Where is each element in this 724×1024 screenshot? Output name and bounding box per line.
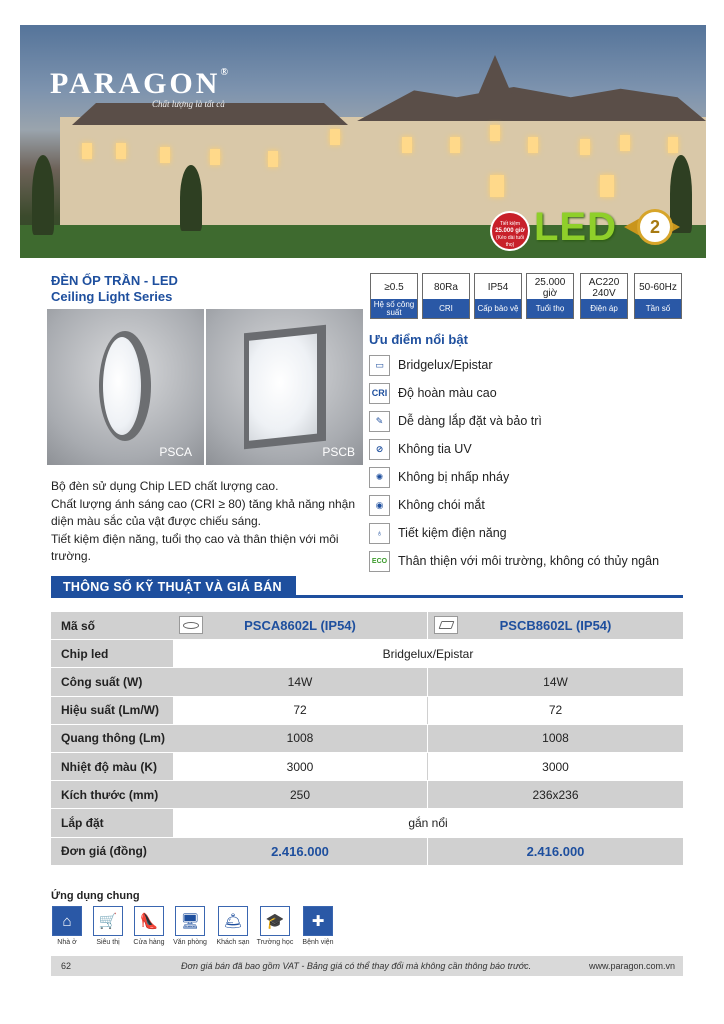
application-shop bbox=[133, 906, 165, 946]
spec-frequency bbox=[634, 273, 682, 319]
price-pscb: 2.416.000 bbox=[526, 843, 585, 859]
application-label: Bệnh viện bbox=[302, 939, 334, 946]
square-lamp-illustration bbox=[244, 325, 326, 450]
cri-icon: CRI bbox=[369, 383, 390, 404]
table-row-size bbox=[51, 781, 683, 809]
page-number: 62 bbox=[61, 961, 72, 971]
application-label: Trường học bbox=[256, 939, 294, 946]
no-uv-icon: ⊘ bbox=[369, 439, 390, 460]
application-supermarket bbox=[92, 906, 124, 946]
advantage-text: Không tia UV bbox=[398, 442, 472, 456]
applications-title: Ứng dụng chung bbox=[51, 890, 140, 902]
advantages-title: Ưu điểm nổi bật bbox=[369, 332, 468, 347]
flux-psca: 1008 bbox=[173, 725, 428, 752]
spec-label: Tần số bbox=[635, 299, 681, 318]
code-psca bbox=[173, 612, 428, 639]
spec-price-table bbox=[51, 612, 683, 866]
shoe-icon: 👠 bbox=[134, 906, 164, 936]
row-label: Đơn giá (đồng) bbox=[61, 844, 147, 859]
description-line: Chất lượng ánh sáng cao (CRI ≥ 80) tăng khả năng nhận diện màu sắc của vật được chiếu sáng. bbox=[51, 496, 356, 528]
warranty-badge bbox=[624, 205, 680, 249]
advantage-text: Dễ dàng lắp đặt và bảo trì bbox=[398, 414, 542, 428]
application-school bbox=[256, 906, 294, 946]
product-title-vn: ĐÈN ỐP TRẦN - LED bbox=[51, 273, 178, 288]
hospital-icon: ✚ bbox=[303, 906, 333, 936]
product-image-pscb bbox=[206, 309, 363, 465]
flux-pscb: 1008 bbox=[542, 731, 569, 746]
advantage-text: Không chói mắt bbox=[398, 498, 485, 512]
spec-voltage bbox=[580, 273, 628, 319]
spec-label: Cấp bảo vệ bbox=[475, 299, 521, 318]
application-label: Nhà ở bbox=[57, 939, 77, 946]
spec-label: CRI bbox=[423, 299, 469, 318]
home-icon: ⌂ bbox=[52, 906, 82, 936]
cct-psca: 3000 bbox=[173, 753, 428, 780]
spec-value: IP54 bbox=[487, 282, 509, 293]
sticker-line2: 25.000 giờ bbox=[495, 228, 525, 234]
led-badge: LED bbox=[534, 205, 617, 249]
spec-value: ≥0.5 bbox=[384, 282, 404, 293]
product-description bbox=[51, 478, 361, 566]
row-label: Quang thông (Lm) bbox=[61, 731, 165, 746]
product-image-psca bbox=[47, 309, 204, 465]
warranty-number: 2 bbox=[637, 209, 673, 245]
table-row-chip bbox=[51, 640, 683, 668]
chip-value: Bridgelux/Epistar bbox=[382, 646, 474, 661]
application-hospital bbox=[302, 906, 334, 946]
advantage-item bbox=[369, 438, 472, 460]
advantage-item bbox=[369, 382, 497, 404]
advantage-item bbox=[369, 550, 659, 572]
row-label: Kích thước (mm) bbox=[61, 787, 159, 802]
mount-value: gắn nổi bbox=[408, 815, 448, 830]
application-office bbox=[174, 906, 206, 946]
advantage-item bbox=[369, 494, 485, 516]
advantage-item bbox=[369, 522, 507, 544]
row-label: Công suất (W) bbox=[61, 674, 143, 689]
advantage-item bbox=[369, 466, 509, 488]
savings-sticker bbox=[490, 211, 530, 251]
power-psca: 14W bbox=[173, 668, 428, 695]
code-value: PSCB8602L (IP54) bbox=[499, 618, 612, 634]
product-title-en: Ceiling Light Series bbox=[51, 289, 173, 304]
website-link[interactable]: www.paragon.com.vn bbox=[588, 961, 675, 971]
spec-value: 50-60Hz bbox=[639, 282, 677, 293]
round-lamp-thumb-icon bbox=[179, 616, 203, 634]
brand-logo bbox=[50, 67, 231, 101]
application-label: Khách sạn bbox=[216, 939, 250, 946]
application-hotel bbox=[217, 906, 249, 946]
application-label: Siêu thị bbox=[96, 939, 120, 946]
round-lamp-illustration bbox=[99, 331, 151, 441]
row-label: Mã số bbox=[61, 618, 96, 633]
table-row-code bbox=[51, 612, 683, 640]
spec-label: Tuổi thọ bbox=[527, 299, 573, 318]
spec-power-factor bbox=[370, 273, 418, 319]
size-psca: 250 bbox=[173, 781, 428, 808]
office-icon: 🖥 bbox=[175, 906, 205, 936]
spec-cri bbox=[422, 273, 470, 319]
power-pscb: 14W bbox=[543, 674, 568, 689]
advantage-text: Độ hoàn màu cao bbox=[398, 386, 497, 400]
table-row-price bbox=[51, 838, 683, 866]
row-label: Lắp đặt bbox=[51, 809, 173, 836]
tools-icon: ✎ bbox=[369, 411, 390, 432]
description-line: Tiết kiệm điện năng, tuổi thọ cao và thân thiện với môi trường. bbox=[51, 531, 339, 563]
price-psca: 2.416.000 bbox=[173, 838, 428, 865]
no-flicker-icon: ✺ bbox=[369, 467, 390, 488]
product-label: PSCA bbox=[159, 445, 192, 459]
spec-label: Điện áp bbox=[581, 299, 627, 318]
row-label: Nhiệt độ màu (K) bbox=[51, 753, 173, 780]
eye-icon: ◉ bbox=[369, 495, 390, 516]
section-title: THÔNG SỐ KỸ THUẬT VÀ GIÁ BÁN bbox=[51, 576, 296, 598]
table-row-mount bbox=[51, 809, 683, 837]
eco-icon: ECO bbox=[369, 551, 390, 572]
application-label: Văn phòng bbox=[173, 939, 207, 946]
brand-slogan: Chất lượng là tất cả bbox=[152, 99, 225, 109]
product-label: PSCB bbox=[322, 445, 355, 459]
hotel-icon: 🛎 bbox=[218, 906, 248, 936]
description-line: Bộ đèn sử dụng Chip LED chất lượng cao. bbox=[51, 479, 279, 493]
spec-lifetime bbox=[526, 273, 574, 319]
application-label: Cửa hàng bbox=[133, 939, 165, 946]
sticker-line1: Tiết kiệm bbox=[499, 221, 521, 227]
code-pscb bbox=[428, 612, 683, 639]
square-lamp-thumb-icon bbox=[434, 616, 458, 634]
footer-note: Đơn giá bán đã bao gồm VAT - Bảng giá có thể thay đổi mà không cần thông báo trước. bbox=[181, 961, 532, 971]
efficiency-psca: 72 bbox=[173, 697, 428, 724]
row-label: Hiệu suất (Lm/W) bbox=[51, 697, 173, 724]
spec-ip bbox=[474, 273, 522, 319]
energy-saving-icon: ♁ bbox=[369, 523, 390, 544]
table-row-efficiency bbox=[51, 697, 683, 725]
advantage-item bbox=[369, 410, 542, 432]
advantage-text: Tiết kiệm điện năng bbox=[398, 526, 507, 540]
spec-value: 80Ra bbox=[434, 282, 458, 293]
row-label: Chip led bbox=[51, 640, 173, 667]
cct-pscb: 3000 bbox=[542, 759, 569, 774]
sticker-line3: (Kéo dài tuổi thọ) bbox=[495, 235, 525, 248]
page-footer bbox=[51, 956, 683, 976]
table-row-flux bbox=[51, 725, 683, 753]
size-pscb: 236x236 bbox=[532, 787, 579, 802]
hero-banner bbox=[20, 25, 706, 258]
advantage-item bbox=[369, 354, 493, 376]
table-row-power bbox=[51, 668, 683, 696]
table-row-cct bbox=[51, 753, 683, 781]
advantage-text: Thân thiện với môi trường, không có thủy ngân bbox=[398, 554, 660, 568]
spec-label: Hệ số công suất bbox=[371, 299, 417, 318]
advantage-text: Bridgelux/Epistar bbox=[398, 358, 493, 372]
cart-icon: 🛒 bbox=[93, 906, 123, 936]
efficiency-pscb: 72 bbox=[548, 703, 563, 718]
advantage-text: Không bị nhấp nháy bbox=[398, 470, 510, 484]
registered-mark: ® bbox=[220, 67, 231, 78]
spec-value: 25.000 giờ bbox=[534, 276, 566, 299]
school-icon: 🎓 bbox=[260, 906, 290, 936]
spec-value: AC220 240V bbox=[588, 276, 620, 299]
application-home bbox=[51, 906, 83, 946]
section-divider bbox=[51, 595, 683, 598]
chip-icon: ▭ bbox=[369, 355, 390, 376]
code-value: PSCA8602L (IP54) bbox=[244, 618, 356, 634]
brand-name: PARAGON bbox=[50, 67, 221, 100]
